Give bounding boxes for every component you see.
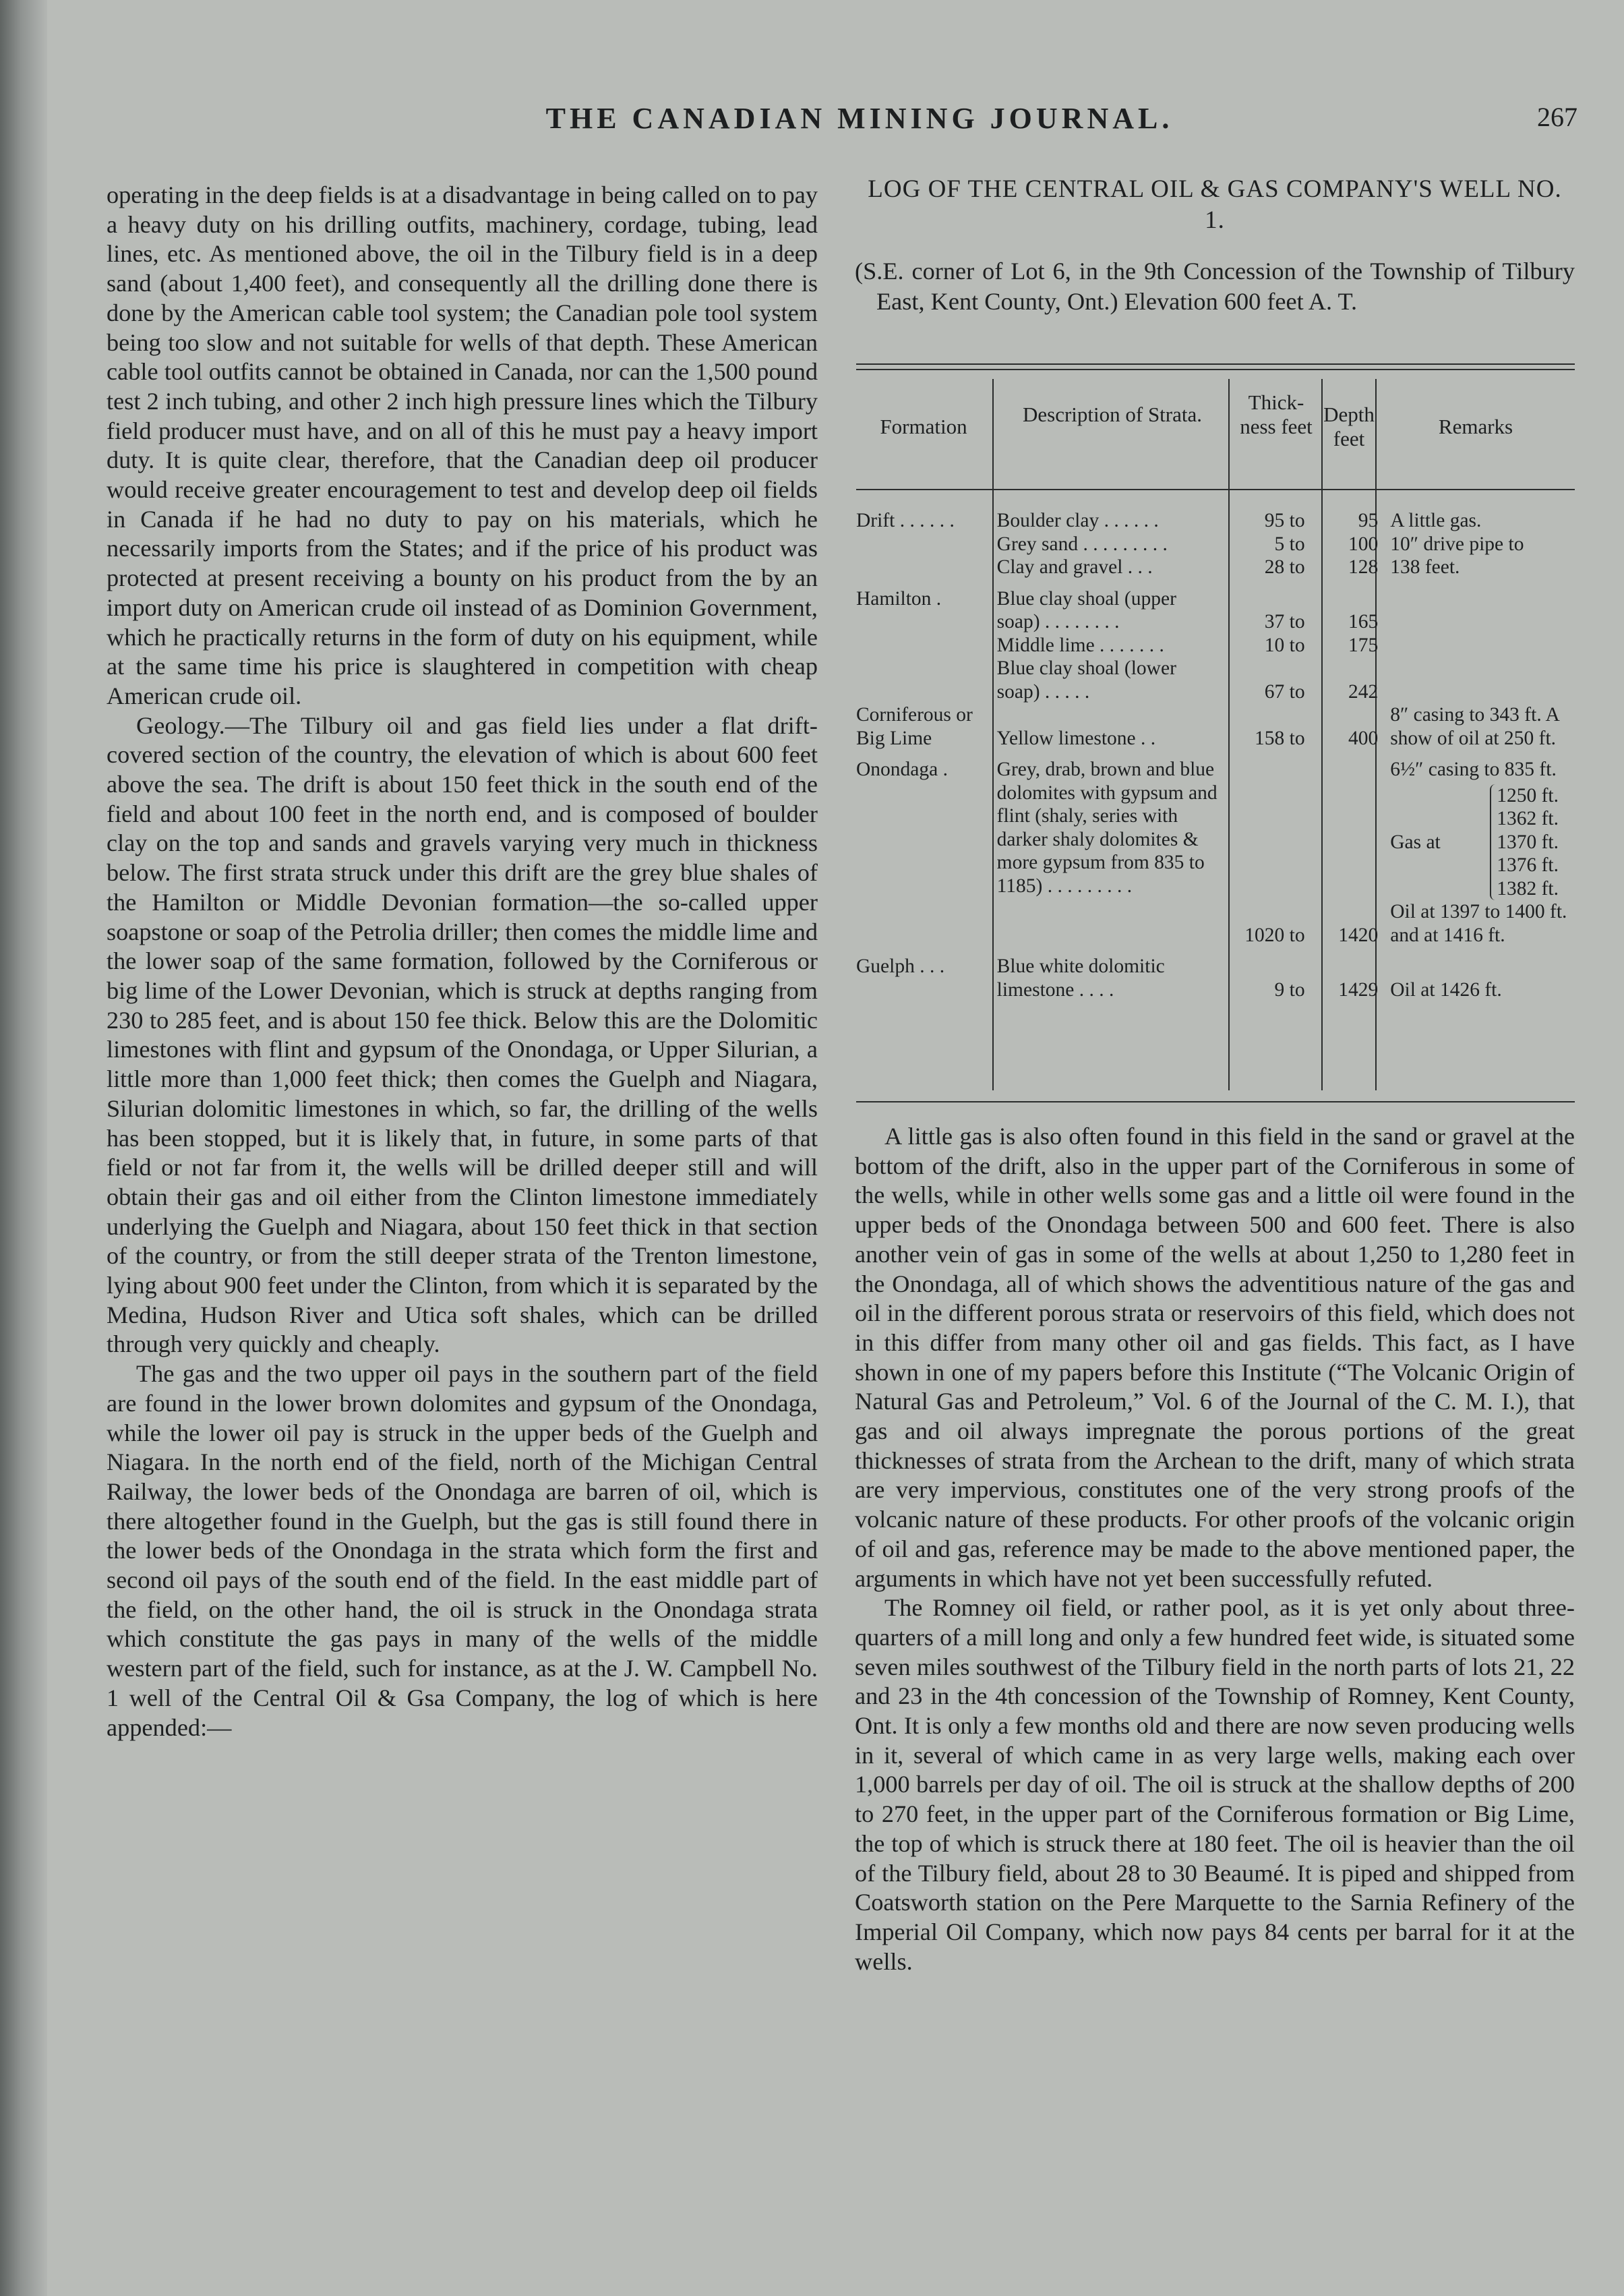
gas-at-label: Gas at: [1390, 831, 1441, 853]
formation-cell: Hamilton .: [856, 587, 942, 610]
gas-depth: 1250 ft.: [1497, 784, 1559, 806]
table-row: [856, 703, 1575, 750]
depth-cell: 95: [1358, 510, 1379, 531]
book-spine-shadow: [0, 0, 47, 2296]
gas-depths-group: [1390, 784, 1575, 901]
page-number: 267: [1537, 102, 1577, 132]
paragraph-geology: Geology.—The Tilbury oil and gas field lies under a flat drift-covered section of the country, the elevation of which is about 600 feet above the sea. The drift is about 150 feet thick in the south end of the field and about 100 feet in the north end, and is composed of boulder clay on the top and sands and gravels varying very much in thickness below. The first strata struck under this drift are the grey blue shales of the Hamilton or Middle Devonian formation—the so-called upper soapstone or soap of the Petrolia driller; then comes the middle lime and the lower soap of the same formation, followed by the Corniferous or big lime of the Lower Devonian, which is struck at depths ranging from 230 to 285 feet, and is about 150 fee thick. Below this are the Dolomitic limestones with flint and gypsum of the Onondaga, or Upper Silurian, a little more than 1,000 feet thick; then comes the Guelph and Niagara, Silurian dolomitic limestones in which, so far, the drilling of the wells has been stopped, but it is likely that, in future, in some parts of that field or not far from it, the wells will be drilled deeper still and will obtain their gas and oil either from the Clinton limestone immediately underlying the Guelph and Niagara, about 150 feet thick in that section of the country, or from the still deeper strata of the Trenton limestone, lying about 900 feet under the Clinton, from which it is separated by the Medina, Hudson River and Utica soft shales, which can be drilled through very quickly and cheaply.: [107, 711, 818, 1358]
gas-depth: 1382 ft.: [1497, 877, 1559, 900]
formation-cell: [856, 634, 992, 657]
table-row: [856, 758, 1575, 947]
header-description: Description of Strata.: [1022, 403, 1202, 426]
thickness-cell: 28 to: [1264, 556, 1305, 578]
formation-cell: Guelph . . .: [856, 955, 945, 977]
thickness-cell: 5 to: [1274, 533, 1305, 555]
thickness-cell: 10 to: [1264, 634, 1305, 656]
depth-cell: 400: [1348, 727, 1379, 749]
table-header-rule: [856, 489, 1575, 490]
description-cell: Blue clay shoal (lower soap) . . . . .: [996, 657, 1176, 703]
gas-depth: 1362 ft.: [1497, 808, 1559, 829]
gas-depth: 1370 ft.: [1497, 831, 1559, 853]
log-rows: [856, 509, 1575, 1001]
thickness-cell: 67 to: [1264, 680, 1305, 703]
thickness-cell: 9 to: [1274, 978, 1305, 1001]
journal-header: THE CANADIAN MINING JOURNAL.: [545, 102, 1174, 135]
paragraph-gas-veins: A little gas is also often found in this field in the sand or gravel at the bottom of the drift, also in the upper part of the Corniferous in some of the wells, while in other wells some gas and a little oil were found in the upper beds of the Onondaga between 500 and 600 feet. There is also another vein of gas in some of the wells at about 1,250 to 1,280 feet in the Onondaga, all of which shows the adventitious nature of the gas and oil in the different porous strata or reservoirs of this field, which does not in this differ from many other oil and gas fields. This fact, as I have shown in one of my papers before this Institute (“The Volcanic Origin of Natural Gas and Petroleum,” Vol. 6 of the Journal of the C. M. I.), that gas and oil always impregnate the porous portions of the great thicknesses of strata from the Archean to the drift, many of which strata are very impervious, constitutes one of the very strong proofs of the volcanic nature of these products. For other proofs of the volcanic origin of oil and gas, reference may be made to the above mentioned paper, the arguments in which have not yet been successfully refuted.: [855, 1123, 1575, 1592]
table-row: [856, 955, 1575, 1001]
remarks-cell: [1383, 634, 1575, 657]
log-location-text: (S.E. corner of Lot 6, in the 9th Concession of the Township of Tilbury East, Kent County, Ont.) Elevation 600 feet A. T.: [855, 258, 1575, 315]
paragraph-romney: The Romney oil field, or rather pool, as it is yet only about three-quarters of a mill long and only a few hundred feet wide, is situated some seven miles southwest of the Tilbury field in the north parts of lots 21, 22 and 23 in the 4th concession of the Township of Romney, Kent County, Ont. It is only a few months old and there are now seven producing wells in it, several of which came in as very large wells, making each over 1,000 barrels per day of oil. The oil is struck at the shallow depths of 200 to 270 feet, in the upper part of the Corniferous formation or Big Lime, the top of which is struck there at 180 feet. The oil is heavier than the oil of the Tilbury field, about 28 to 30 Beaumé. It is piped and shipped from Coatsworth station on the Pere Marquette to the Sarnia Refinery of the Imperial Oil Company, which now pays 84 cents per barral for it at the wells.: [855, 1594, 1575, 1975]
description-cell: Middle lime . . . . . . .: [996, 634, 1164, 656]
thickness-cell: 158 to: [1255, 727, 1305, 749]
remarks-cell: 138 feet.: [1390, 556, 1460, 578]
formation-cell: [856, 533, 992, 556]
formation-cell: Drift . . . . . .: [856, 510, 955, 531]
remarks-cell: [1383, 703, 1575, 750]
thickness-cell: 37 to: [1264, 611, 1305, 632]
table-row: [856, 634, 1575, 657]
description-cell: Yellow limestone . .: [996, 727, 1156, 749]
table-bottom-rule: [856, 1101, 1575, 1102]
formation-cell: [856, 556, 992, 579]
depth-cell: 242: [1348, 680, 1379, 703]
remarks-cell: Oil at 1426 ft.: [1390, 978, 1502, 1001]
remarks-text: 8″ casing to 343 ft. A show of oil at 250 ft.: [1390, 704, 1559, 749]
depth-cell: 100: [1348, 533, 1379, 555]
remarks-cell: A little gas.: [1390, 510, 1482, 531]
description-cell: Clay and gravel . . .: [996, 556, 1153, 578]
table-top-rule-2: [856, 369, 1575, 370]
gas-depth: 1376 ft.: [1497, 854, 1559, 876]
table-row: [856, 533, 1575, 556]
remarks-cell: 10″ drive pipe to: [1390, 533, 1524, 555]
log-title: LOG OF THE CENTRAL OIL & GAS COMPANY'S WELL NO. 1.: [868, 175, 1562, 234]
well-log-table: [856, 361, 1575, 1102]
right-column: [855, 1122, 1575, 1976]
depth-cell: 175: [1348, 634, 1379, 656]
table-row: [856, 509, 1575, 533]
remarks-cell: [1383, 758, 1575, 947]
table-row: [856, 587, 1575, 634]
formation-cell: Corniferous or Big Lime: [856, 704, 973, 749]
onondaga-oil-remark: Oil at 1397 to 1400 ft. and at 1416 ft.: [1390, 901, 1567, 946]
log-location: [855, 256, 1575, 317]
table-row: [856, 556, 1575, 579]
formation-cell: Onondaga .: [856, 759, 948, 780]
description-cell: Blue clay shoal (upper soap) . . . . . . . .: [996, 587, 1176, 632]
paragraph-oil-pays: The gas and the two upper oil pays in the southern part of the field are found in the lower brown dolomites and gypsum of the Onondaga, while the lower oil pay is struck in the upper beds of the Guelph and Niagara. In the north end of the field, north of the Michigan Central Railway, the lower beds of the Onondaga are barren of oil, which is there altogether found in the Guelph, but the gas is still found there in the lower beds of the Onondaga in the strata which form the first and second oil pays of the south end of the field. In the east middle part of the field, on the other hand, the oil is struck in the Onondaga strata which constitute the gas pays in many of the wells of the middle western part of the field, such for instance, as at the J. W. Campbell No. 1 well of the Central Oil & Gsa Company, the log of which is here appended:—: [107, 1360, 818, 1741]
depth-cell: 165: [1348, 611, 1379, 632]
header-remarks: Remarks: [1438, 415, 1513, 438]
table-top-rule-1: [856, 363, 1575, 365]
remarks-cell: [1383, 657, 1575, 703]
description-cell: Blue white dolomitic limestone . . . .: [996, 955, 1165, 1001]
thickness-cell: 1020 to: [1244, 924, 1305, 946]
depth-cell: 128: [1348, 556, 1379, 578]
header-depth: Depth feet: [1323, 403, 1375, 450]
depth-cell: 1429: [1338, 978, 1379, 1001]
gas-depths-list: [1490, 784, 1559, 901]
depth-cell: 1420: [1338, 924, 1379, 946]
remarks-cell: [1383, 587, 1575, 634]
formation-cell: [856, 657, 992, 703]
header-thickness: Thick- ness feet: [1240, 390, 1313, 438]
thickness-cell: 95 to: [1264, 510, 1305, 531]
description-cell: Grey sand . . . . . . . . .: [996, 533, 1168, 555]
paragraph-duty: operating in the deep fields is at a disadvantage in being called on to pay a heavy duty on his drilling outfits, machinery, cordage, tubing, lead lines, etc. As mentioned above, the oil in the Tilbury field is in a deep sand (about 1,400 feet), and consequently all the drilling done there is done by the American cable tool system; the Canadian pole tool system being too slow and not suitable for wells of that depth. These American cable tool outfits cannot be obtained in Canada, nor can the 1,500 pound test 2 inch tubing, and other 2 inch high pressure lines which the Tilbury field producer must have, and on all of this he must pay a heavy import duty. It is quite clear, therefore, that the Canadian deep oil producer would receive greater encouragement to test and develop deep oil fields in Canada if he had no duty to pay on his materials, which he necessarily imports from the States; and if the price of his product was protected at present receiving a bounty on his product from the by an import duty on American crude oil instead of as Dominion Government, which he practically returns in the form of duty on his equipment, while at the same time his price is slaughtered in competition with cheap American crude oil.: [107, 181, 818, 709]
description-cell: Grey, drab, brown and blue dolomites with gypsum and flint (shaly, series with darker shaly dolomites & more gypsum from 835 to 1185) . . . . . . . . .: [996, 759, 1217, 897]
table-row: [856, 657, 1575, 703]
description-cell: Boulder clay . . . . . .: [996, 510, 1159, 531]
left-column: [107, 181, 818, 1742]
header-formation: Formation: [880, 415, 967, 438]
remarks-text: 6½″ casing to 835 ft.: [1390, 759, 1557, 780]
